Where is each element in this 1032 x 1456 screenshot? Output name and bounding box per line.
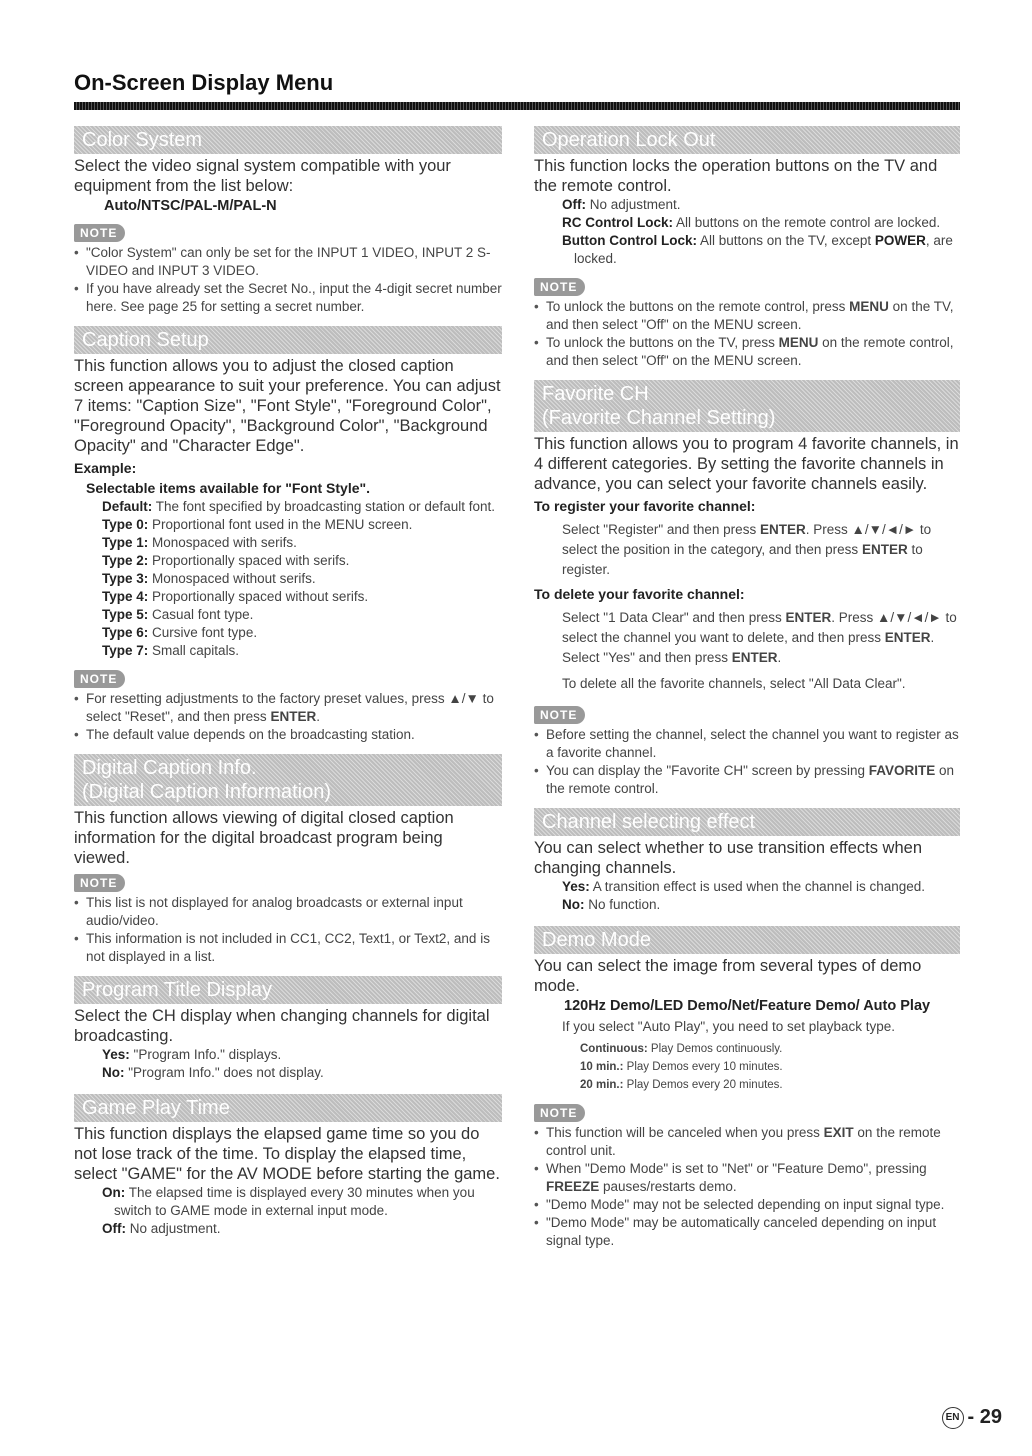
note-text: . xyxy=(316,709,320,724)
playback-desc: Play Demos every 10 minutes. xyxy=(626,1061,783,1073)
section-heading-operation-lock: Operation Lock Out xyxy=(534,126,960,154)
font-item-key: Type 7: xyxy=(102,643,149,658)
page-title: On-Screen Display Menu xyxy=(74,70,334,95)
note-item: • This information is not included in CC1, CC2, Text1, or Text2, and is not displayed in a list. xyxy=(74,930,502,966)
option-desc: No adjustment. xyxy=(589,197,681,212)
note-badge: NOTE xyxy=(534,706,585,724)
demo-mode-options: 120Hz Demo/LED Demo/Net/Feature Demo/ Auto Play xyxy=(564,998,931,1014)
enter-key-label: ENTER xyxy=(731,650,778,665)
channel-effect-options xyxy=(534,878,960,914)
note-item xyxy=(534,334,960,370)
register-instructions xyxy=(534,520,960,580)
enter-key-label: ENTER xyxy=(759,522,806,537)
caption-setup-notes xyxy=(74,690,502,744)
note-item: • This list is not displayed for analog broadcasts or external input audio/video. xyxy=(74,894,502,930)
playback-desc: Play Demos every 20 minutes. xyxy=(626,1079,783,1091)
example-label: Example: xyxy=(74,460,137,476)
font-item-desc: Monospaced without serifs. xyxy=(152,571,316,586)
option-item xyxy=(562,232,960,268)
selectable-items-label: Selectable items available for "Font Style". xyxy=(86,480,371,496)
font-item xyxy=(102,642,502,660)
font-item xyxy=(102,534,502,552)
favorite-key-label: FAVORITE xyxy=(868,763,936,778)
operation-lock-notes xyxy=(534,298,960,370)
note-badge: NOTE xyxy=(534,278,585,296)
note-item xyxy=(74,690,502,726)
note-badge: NOTE xyxy=(534,1104,585,1122)
instr-text: Select "Register" and then press xyxy=(562,522,760,537)
note-item: • If you have already set the Secret No., input the 4-digit secret number here. See page 25 for setting a secret number. xyxy=(74,280,502,316)
option-desc: All buttons on the TV, except xyxy=(700,233,875,248)
font-item xyxy=(102,552,502,570)
note-item: • Before setting the channel, select the channel you want to register as a favorite channel. xyxy=(534,726,960,762)
program-title-options xyxy=(74,1046,502,1082)
title-rule xyxy=(74,102,960,110)
font-item xyxy=(102,498,502,516)
section-heading-favorite-ch xyxy=(534,380,960,432)
font-item-key: Type 4: xyxy=(102,589,149,604)
color-system-intro: Select the video signal system compatible with your equipment from the list below: xyxy=(74,157,451,195)
option-desc: All buttons on the remote control are locked. xyxy=(676,215,941,230)
option-item xyxy=(562,896,960,914)
option-key: Off: xyxy=(562,197,586,212)
option-item xyxy=(102,1064,502,1082)
option-key: Off: xyxy=(102,1221,126,1236)
page-number: - 29 xyxy=(967,1406,1002,1428)
note-text: When "Demo Mode" is set to "Net" or "Feature Demo", pressing xyxy=(546,1161,927,1176)
option-item xyxy=(562,196,960,214)
option-item xyxy=(562,214,960,232)
font-item-key: Type 3: xyxy=(102,571,149,586)
font-item xyxy=(102,588,502,606)
font-item-desc: Proportional font used in the MENU screen. xyxy=(152,517,413,532)
left-column xyxy=(74,126,502,1242)
option-key: RC Control Lock: xyxy=(562,215,673,230)
font-item-desc: Small capitals. xyxy=(152,643,240,658)
font-item-key: Type 2: xyxy=(102,553,149,568)
instr-text: . xyxy=(777,650,782,665)
favorite-ch-notes xyxy=(534,726,960,798)
note-text: on the remote control. xyxy=(546,763,955,796)
option-item xyxy=(562,878,960,896)
option-key: No: xyxy=(102,1065,125,1080)
note-text: pauses/restarts demo. xyxy=(599,1179,737,1194)
font-style-list xyxy=(74,498,502,660)
right-column xyxy=(534,126,960,1260)
game-play-intro: This function displays the elapsed game time so you do not lose track of the time. To display the elapsed time, select "GAME" for the AV MODE before starting the game. xyxy=(74,1125,500,1183)
playback-type-list xyxy=(534,1040,960,1094)
option-item xyxy=(102,1184,502,1220)
note-item: • "Demo Mode" may not be selected depending on input signal type. xyxy=(534,1196,960,1214)
font-item-desc: The font specified by broadcasting station or default font. xyxy=(155,499,495,514)
note-text: To unlock the buttons on the TV, press xyxy=(546,335,779,350)
playback-key: Continuous: xyxy=(580,1043,648,1055)
note-item: • "Demo Mode" may be automatically canceled depending on input signal type. xyxy=(534,1214,960,1250)
enter-key-label: ENTER xyxy=(861,542,908,557)
section-heading-digital-caption xyxy=(74,754,502,806)
option-desc: , are locked. xyxy=(574,233,953,266)
demo-mode-intro: You can select the image from several types of demo mode. xyxy=(534,957,922,995)
option-desc: No adjustment. xyxy=(129,1221,221,1236)
heading-line: Digital Caption Info. xyxy=(82,757,257,779)
option-desc: "Program Info." does not display. xyxy=(128,1065,324,1080)
note-item: • "Color System" can only be set for the INPUT 1 VIDEO, INPUT 2 S-VIDEO and INPUT 3 VIDEO. xyxy=(74,244,502,280)
operation-lock-intro: This function locks the operation buttons on the TV and the remote control. xyxy=(534,157,938,195)
section-heading-caption-setup: Caption Setup xyxy=(74,326,502,354)
instr-text: to register. xyxy=(562,542,923,577)
enter-key-label: ENTER xyxy=(785,610,832,625)
font-item-desc: Casual font type. xyxy=(152,607,254,622)
option-desc: "Program Info." displays. xyxy=(133,1047,282,1062)
operation-lock-options xyxy=(534,196,960,268)
digital-caption-intro: This function allows viewing of digital closed caption information for the digital broadcast program being viewed. xyxy=(74,809,454,867)
option-item xyxy=(102,1046,502,1064)
digital-caption-notes xyxy=(74,894,502,966)
instr-text: . Select "Yes" and then press xyxy=(562,630,935,665)
note-badge: NOTE xyxy=(74,224,125,242)
font-item xyxy=(102,516,502,534)
delete-all-instructions: To delete all the favorite channels, select "All Data Clear". xyxy=(562,676,906,691)
heading-line: (Favorite Channel Setting) xyxy=(542,407,776,429)
font-item-desc: Proportionally spaced without serifs. xyxy=(152,589,369,604)
font-item-desc: Monospaced with serifs. xyxy=(152,535,297,550)
note-text: on the remote control unit. xyxy=(546,1125,941,1158)
heading-line: (Digital Caption Information) xyxy=(82,781,331,803)
section-heading-program-title: Program Title Display xyxy=(74,976,502,1004)
exit-key-label: EXIT xyxy=(823,1125,854,1140)
note-item xyxy=(534,1160,960,1196)
page-footer xyxy=(942,1406,1002,1429)
note-item xyxy=(534,762,960,798)
option-key: On: xyxy=(102,1185,126,1200)
option-desc: The elapsed time is displayed every 30 minutes when you switch to GAME mode in external input mode. xyxy=(114,1185,475,1218)
note-item xyxy=(534,298,960,334)
font-item-desc: Proportionally spaced with serifs. xyxy=(152,553,350,568)
option-desc: A transition effect is used when the channel is changed. xyxy=(592,879,926,894)
note-item xyxy=(534,1124,960,1160)
color-system-options: Auto/NTSC/PAL-M/PAL-N xyxy=(104,198,277,214)
note-text: on the TV, and then select "Off" on the MENU screen. xyxy=(546,299,954,332)
playback-item xyxy=(580,1040,960,1058)
menu-key-label: MENU xyxy=(849,299,889,314)
channel-effect-intro: You can select whether to use transition effects when changing channels. xyxy=(534,839,922,877)
option-key: No: xyxy=(562,897,585,912)
font-item-key: Type 0: xyxy=(102,517,149,532)
delete-instructions xyxy=(534,608,960,668)
font-item-key: Type 6: xyxy=(102,625,149,640)
instr-text: Select "1 Data Clear" and then press xyxy=(562,610,786,625)
game-play-options xyxy=(74,1184,502,1238)
menu-key-label: MENU xyxy=(778,335,819,350)
delete-label: To delete your favorite channel: xyxy=(534,586,745,602)
instr-text: . Press ▲/▼/◄/► to select the channel you want to delete, and then press xyxy=(562,610,957,645)
playback-item xyxy=(580,1058,960,1076)
program-title-intro: Select the CH display when changing channels for digital broadcasting. xyxy=(74,1007,490,1045)
heading-line: Favorite CH xyxy=(542,383,649,405)
font-item-key: Type 5: xyxy=(102,607,149,622)
enter-key-label: ENTER xyxy=(270,709,317,724)
playback-key: 10 min.: xyxy=(580,1061,624,1073)
power-key-label: POWER xyxy=(874,233,926,248)
section-heading-game-play-time: Game Play Time xyxy=(74,1094,502,1122)
playback-key: 20 min.: xyxy=(580,1079,624,1091)
caption-setup-intro: This function allows you to adjust the closed caption screen appearance to suit your preference. You can adjust 7 items: "Caption Size", "Font Style", "Foreground Color", "Foreground Opacity", "Background Color", "Background Opacity" and "Character Edge". xyxy=(74,357,501,455)
register-label: To register your favorite channel: xyxy=(534,498,756,514)
font-item xyxy=(102,570,502,588)
font-item xyxy=(102,624,502,642)
enter-key-label: ENTER xyxy=(884,630,931,645)
note-badge: NOTE xyxy=(74,874,125,892)
playback-item xyxy=(580,1076,960,1094)
note-text: This function will be canceled when you press xyxy=(546,1125,824,1140)
section-heading-demo-mode: Demo Mode xyxy=(534,926,960,954)
option-item xyxy=(102,1220,502,1238)
demo-mode-notes xyxy=(534,1124,960,1250)
auto-play-desc: If you select "Auto Play", you need to set playback type. xyxy=(562,1019,896,1034)
option-key: Yes: xyxy=(102,1047,130,1062)
font-item xyxy=(102,606,502,624)
instr-text: . Press ▲/▼/◄/► to select the position in the category, and then press xyxy=(562,522,932,557)
section-heading-channel-effect: Channel selecting effect xyxy=(534,808,960,836)
note-badge: NOTE xyxy=(74,670,125,688)
font-item-key: Type 1: xyxy=(102,535,149,550)
font-item-key: Default: xyxy=(102,499,153,514)
note-text: For resetting adjustments to the factory preset values, press ▲/▼ to select "Reset", and then press xyxy=(86,691,494,724)
section-heading-color-system: Color System xyxy=(74,126,502,154)
option-key: Button Control Lock: xyxy=(562,233,697,248)
favorite-ch-intro: This function allows you to program 4 favorite channels, in 4 different categories. By setting the favorite channels in advance, you can select your favorite channels easily. xyxy=(534,435,959,493)
option-desc: No function. xyxy=(588,897,661,912)
option-key: Yes: xyxy=(562,879,590,894)
freeze-key-label: FREEZE xyxy=(546,1179,600,1194)
en-language-icon: EN xyxy=(942,1407,964,1429)
note-text: on the remote control, and then select "Off" on the MENU screen. xyxy=(546,335,954,368)
playback-desc: Play Demos continuously. xyxy=(650,1043,783,1055)
note-text: To unlock the buttons on the remote control, press xyxy=(546,299,850,314)
note-text: You can display the "Favorite CH" screen by pressing xyxy=(546,763,869,778)
color-system-notes xyxy=(74,244,502,316)
font-item-desc: Cursive font type. xyxy=(152,625,258,640)
note-item: • The default value depends on the broadcasting station. xyxy=(74,726,502,744)
